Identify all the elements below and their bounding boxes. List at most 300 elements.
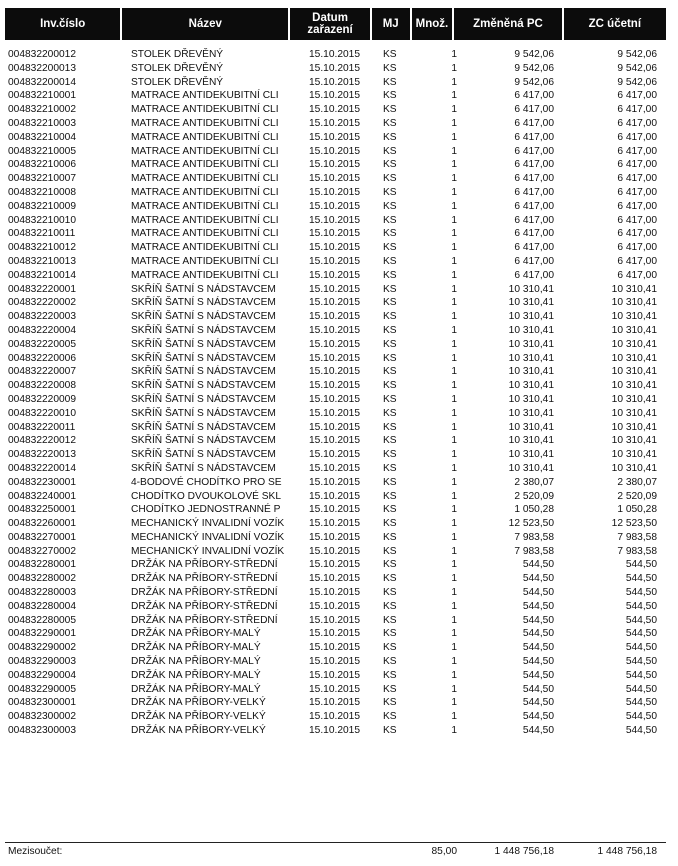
cell-name: SKŘÍŇ ŠATNÍ S NÁDSTAVCEM [131, 366, 276, 378]
cell-changed-price: 6 417,00 [514, 117, 554, 129]
cell-date: 15.10.2015 [309, 269, 360, 281]
cell-accounting-value: 6 417,00 [617, 228, 657, 240]
cell-name: DRŽÁK NA PŘÍBORY-STŘEDNÍ [131, 614, 278, 626]
cell-accounting-value: 6 417,00 [617, 214, 657, 226]
cell-accounting-value: 6 417,00 [617, 104, 657, 116]
cell-inv-number: 004832290001 [8, 628, 76, 640]
cell-inv-number: 004832210010 [8, 214, 76, 226]
table-row [0, 214, 678, 228]
cell-name: STOLEK DŘEVĚNÝ [131, 62, 224, 74]
cell-date: 15.10.2015 [309, 587, 360, 599]
cell-date: 15.10.2015 [309, 311, 360, 323]
cell-unit: KS [383, 711, 397, 723]
cell-name: DRŽÁK NA PŘÍBORY-MALÝ [131, 656, 261, 668]
table-row [0, 572, 678, 586]
cell-inv-number: 004832280004 [8, 600, 76, 612]
cell-quantity: 1 [451, 642, 457, 654]
cell-quantity: 1 [451, 76, 457, 88]
cell-unit: KS [383, 49, 397, 60]
cell-quantity: 1 [451, 145, 457, 157]
cell-unit: KS [383, 283, 397, 295]
cell-name: 4-BODOVÉ CHODÍTKO PRO SE [131, 476, 282, 488]
cell-inv-number: 004832220012 [8, 435, 76, 447]
cell-unit: KS [383, 173, 397, 185]
cell-date: 15.10.2015 [309, 255, 360, 267]
cell-changed-price: 544,50 [522, 642, 554, 654]
cell-quantity: 1 [451, 573, 457, 585]
cell-unit: KS [383, 559, 397, 571]
cell-quantity: 1 [451, 697, 457, 709]
cell-changed-price: 6 417,00 [514, 255, 554, 267]
cell-changed-price: 6 417,00 [514, 228, 554, 240]
cell-changed-price: 10 310,41 [508, 449, 554, 461]
cell-inv-number: 004832200013 [8, 62, 76, 74]
cell-name: SKŘÍŇ ŠATNÍ S NÁDSTAVCEM [131, 462, 276, 474]
cell-accounting-value: 544,50 [625, 587, 657, 599]
cell-date: 15.10.2015 [309, 628, 360, 640]
cell-accounting-value: 544,50 [625, 697, 657, 709]
table-row [0, 352, 678, 366]
cell-changed-price: 544,50 [522, 725, 554, 737]
cell-inv-number: 004832210009 [8, 200, 76, 212]
table-row [0, 724, 678, 738]
cell-unit: KS [383, 545, 397, 557]
cell-unit: KS [383, 380, 397, 392]
cell-quantity: 1 [451, 173, 457, 185]
cell-quantity: 1 [451, 297, 457, 309]
header-date: Datum zařazení [290, 8, 370, 40]
cell-name: MECHANICKÝ INVALIDNÍ VOZÍK [131, 531, 285, 543]
cell-inv-number: 004832280001 [8, 559, 76, 571]
cell-inv-number: 004832210007 [8, 173, 76, 185]
cell-quantity: 1 [451, 435, 457, 447]
cell-accounting-value: 10 310,41 [611, 407, 657, 419]
cell-unit: KS [383, 656, 397, 668]
cell-name: SKŘÍŇ ŠATNÍ S NÁDSTAVCEM [131, 449, 276, 461]
table-row [0, 145, 678, 159]
cell-changed-price: 7 983,58 [514, 531, 554, 543]
cell-unit: KS [383, 504, 397, 516]
table-row [0, 200, 678, 214]
cell-inv-number: 004832200012 [8, 49, 76, 60]
cell-unit: KS [383, 200, 397, 212]
cell-date: 15.10.2015 [309, 490, 360, 502]
cell-quantity: 1 [451, 421, 457, 433]
table-row [0, 172, 678, 186]
table-row [0, 517, 678, 531]
cell-changed-price: 6 417,00 [514, 173, 554, 185]
cell-unit: KS [383, 725, 397, 737]
cell-accounting-value: 544,50 [625, 669, 657, 681]
table-row [0, 710, 678, 724]
cell-changed-price: 6 417,00 [514, 104, 554, 116]
cell-quantity: 1 [451, 255, 457, 267]
cell-name: MATRACE ANTIDEKUBITNÍ CLI [131, 145, 279, 157]
cell-accounting-value: 9 542,06 [617, 49, 657, 60]
cell-inv-number: 004832300001 [8, 697, 76, 709]
table-row [0, 131, 678, 145]
cell-changed-price: 10 310,41 [508, 311, 554, 323]
subtotal-label: Mezisoučet: [8, 846, 63, 857]
cell-quantity: 1 [451, 242, 457, 254]
cell-quantity: 1 [451, 628, 457, 640]
cell-inv-number: 004832280003 [8, 587, 76, 599]
cell-unit: KS [383, 186, 397, 198]
cell-unit: KS [383, 587, 397, 599]
cell-accounting-value: 544,50 [625, 683, 657, 695]
cell-unit: KS [383, 242, 397, 254]
cell-unit: KS [383, 531, 397, 543]
cell-name: DRŽÁK NA PŘÍBORY-VELKÝ [131, 697, 266, 709]
cell-quantity: 1 [451, 614, 457, 626]
cell-date: 15.10.2015 [309, 228, 360, 240]
cell-unit: KS [383, 697, 397, 709]
cell-inv-number: 004832220002 [8, 297, 76, 309]
cell-accounting-value: 544,50 [625, 725, 657, 737]
cell-date: 15.10.2015 [309, 531, 360, 543]
cell-inv-number: 004832220001 [8, 283, 76, 295]
cell-quantity: 1 [451, 407, 457, 419]
cell-changed-price: 9 542,06 [514, 76, 554, 88]
cell-changed-price: 6 417,00 [514, 159, 554, 171]
cell-quantity: 1 [451, 393, 457, 405]
cell-accounting-value: 10 310,41 [611, 283, 657, 295]
cell-date: 15.10.2015 [309, 393, 360, 405]
cell-date: 15.10.2015 [309, 338, 360, 350]
cell-unit: KS [383, 490, 397, 502]
cell-changed-price: 10 310,41 [508, 462, 554, 474]
cell-name: CHODÍTKO JEDNOSTRANNÉ P [131, 504, 281, 516]
cell-accounting-value: 10 310,41 [611, 462, 657, 474]
cell-unit: KS [383, 476, 397, 488]
cell-accounting-value: 10 310,41 [611, 366, 657, 378]
cell-quantity: 1 [451, 338, 457, 350]
table-row [0, 407, 678, 421]
cell-accounting-value: 9 542,06 [617, 62, 657, 74]
table-row [0, 627, 678, 641]
cell-inv-number: 004832220006 [8, 352, 76, 364]
cell-accounting-value: 544,50 [625, 711, 657, 723]
cell-unit: KS [383, 131, 397, 143]
cell-accounting-value: 10 310,41 [611, 297, 657, 309]
cell-date: 15.10.2015 [309, 76, 360, 88]
cell-changed-price: 544,50 [522, 683, 554, 695]
cell-inv-number: 004832220004 [8, 324, 76, 336]
cell-changed-price: 6 417,00 [514, 145, 554, 157]
cell-changed-price: 6 417,00 [514, 214, 554, 226]
cell-name: STOLEK DŘEVĚNÝ [131, 76, 224, 88]
table-row [0, 103, 678, 117]
cell-changed-price: 6 417,00 [514, 242, 554, 254]
cell-unit: KS [383, 393, 397, 405]
cell-inv-number: 004832290004 [8, 669, 76, 681]
cell-date: 15.10.2015 [309, 49, 360, 60]
table-row [0, 531, 678, 545]
cell-date: 15.10.2015 [309, 711, 360, 723]
cell-changed-price: 544,50 [522, 559, 554, 571]
cell-date: 15.10.2015 [309, 656, 360, 668]
cell-inv-number: 004832220005 [8, 338, 76, 350]
cell-unit: KS [383, 683, 397, 695]
cell-name: SKŘÍŇ ŠATNÍ S NÁDSTAVCEM [131, 311, 276, 323]
cell-quantity: 1 [451, 545, 457, 557]
cell-name: SKŘÍŇ ŠATNÍ S NÁDSTAVCEM [131, 338, 276, 350]
subtotal-divider [5, 842, 666, 843]
cell-accounting-value: 6 417,00 [617, 173, 657, 185]
cell-accounting-value: 2 380,07 [617, 476, 657, 488]
cell-accounting-value: 10 310,41 [611, 449, 657, 461]
table-row [0, 614, 678, 628]
cell-date: 15.10.2015 [309, 352, 360, 364]
cell-name: MECHANICKÝ INVALIDNÍ VOZÍK [131, 518, 285, 530]
cell-changed-price: 10 310,41 [508, 435, 554, 447]
cell-unit: KS [383, 435, 397, 447]
cell-name: SKŘÍŇ ŠATNÍ S NÁDSTAVCEM [131, 407, 276, 419]
table-row [0, 62, 678, 76]
cell-name: CHODÍTKO DVOUKOLOVÉ SKL [131, 490, 282, 502]
cell-inv-number: 004832280002 [8, 573, 76, 585]
cell-quantity: 1 [451, 504, 457, 516]
cell-quantity: 1 [451, 683, 457, 695]
cell-accounting-value: 7 983,58 [617, 531, 657, 543]
table-row [0, 310, 678, 324]
subtotal-quantity: 85,00 [431, 846, 457, 857]
cell-date: 15.10.2015 [309, 366, 360, 378]
cell-unit: KS [383, 366, 397, 378]
cell-inv-number: 004832210008 [8, 186, 76, 198]
cell-quantity: 1 [451, 711, 457, 723]
cell-accounting-value: 6 417,00 [617, 90, 657, 102]
cell-inv-number: 004832220003 [8, 311, 76, 323]
cell-quantity: 1 [451, 462, 457, 474]
cell-date: 15.10.2015 [309, 449, 360, 461]
table-row [0, 89, 678, 103]
cell-name: MATRACE ANTIDEKUBITNÍ CLI [131, 90, 279, 102]
cell-date: 15.10.2015 [309, 435, 360, 447]
cell-date: 15.10.2015 [309, 669, 360, 681]
cell-changed-price: 10 310,41 [508, 283, 554, 295]
cell-unit: KS [383, 669, 397, 681]
table-row [0, 241, 678, 255]
cell-quantity: 1 [451, 531, 457, 543]
cell-inv-number: 004832290002 [8, 642, 76, 654]
header-accounting-value: ZC účetní [564, 8, 666, 40]
cell-inv-number: 004832270001 [8, 531, 76, 543]
cell-quantity: 1 [451, 131, 457, 143]
cell-changed-price: 544,50 [522, 573, 554, 585]
cell-name: MATRACE ANTIDEKUBITNÍ CLI [131, 228, 279, 240]
cell-name: DRŽÁK NA PŘÍBORY-MALÝ [131, 628, 261, 640]
table-row [0, 545, 678, 559]
cell-unit: KS [383, 214, 397, 226]
cell-accounting-value: 544,50 [625, 642, 657, 654]
header-name: Název [122, 8, 288, 40]
cell-quantity: 1 [451, 669, 457, 681]
cell-date: 15.10.2015 [309, 504, 360, 516]
table-row [0, 186, 678, 200]
cell-unit: KS [383, 117, 397, 129]
cell-inv-number: 004832220013 [8, 449, 76, 461]
cell-unit: KS [383, 269, 397, 281]
cell-date: 15.10.2015 [309, 697, 360, 709]
cell-date: 15.10.2015 [309, 559, 360, 571]
cell-quantity: 1 [451, 559, 457, 571]
table-row [0, 669, 678, 683]
cell-changed-price: 10 310,41 [508, 421, 554, 433]
cell-inv-number: 004832290003 [8, 656, 76, 668]
subtotal-changed-price: 1 448 756,18 [494, 846, 554, 857]
cell-accounting-value: 10 310,41 [611, 380, 657, 392]
cell-quantity: 1 [451, 62, 457, 74]
cell-unit: KS [383, 407, 397, 419]
cell-unit: KS [383, 324, 397, 336]
cell-changed-price: 10 310,41 [508, 366, 554, 378]
cell-date: 15.10.2015 [309, 117, 360, 129]
cell-changed-price: 12 523,50 [508, 518, 554, 530]
cell-changed-price: 544,50 [522, 711, 554, 723]
cell-accounting-value: 544,50 [625, 559, 657, 571]
cell-changed-price: 10 310,41 [508, 338, 554, 350]
cell-unit: KS [383, 62, 397, 74]
cell-changed-price: 2 380,07 [514, 476, 554, 488]
cell-unit: KS [383, 311, 397, 323]
cell-quantity: 1 [451, 725, 457, 737]
cell-inv-number: 004832210003 [8, 117, 76, 129]
cell-accounting-value: 6 417,00 [617, 186, 657, 198]
cell-inv-number: 004832270002 [8, 545, 76, 557]
cell-date: 15.10.2015 [309, 683, 360, 695]
cell-name: MATRACE ANTIDEKUBITNÍ CLI [131, 186, 279, 198]
table-row [0, 434, 678, 448]
cell-accounting-value: 544,50 [625, 656, 657, 668]
cell-changed-price: 10 310,41 [508, 380, 554, 392]
table-row [0, 379, 678, 393]
cell-inv-number: 004832290005 [8, 683, 76, 695]
table-row [0, 503, 678, 517]
cell-accounting-value: 6 417,00 [617, 159, 657, 171]
cell-quantity: 1 [451, 449, 457, 461]
cell-quantity: 1 [451, 200, 457, 212]
cell-quantity: 1 [451, 186, 457, 198]
cell-name: DRŽÁK NA PŘÍBORY-STŘEDNÍ [131, 559, 278, 571]
table-body [0, 48, 678, 738]
cell-inv-number: 004832210005 [8, 145, 76, 157]
cell-date: 15.10.2015 [309, 173, 360, 185]
cell-accounting-value: 10 310,41 [611, 421, 657, 433]
cell-unit: KS [383, 449, 397, 461]
cell-unit: KS [383, 104, 397, 116]
cell-date: 15.10.2015 [309, 421, 360, 433]
cell-accounting-value: 6 417,00 [617, 269, 657, 281]
table-row [0, 476, 678, 490]
cell-accounting-value: 10 310,41 [611, 435, 657, 447]
cell-quantity: 1 [451, 324, 457, 336]
cell-date: 15.10.2015 [309, 159, 360, 171]
table-row [0, 365, 678, 379]
cell-name: SKŘÍŇ ŠATNÍ S NÁDSTAVCEM [131, 421, 276, 433]
cell-unit: KS [383, 462, 397, 474]
cell-name: MATRACE ANTIDEKUBITNÍ CLI [131, 200, 279, 212]
cell-unit: KS [383, 628, 397, 640]
cell-name: DRŽÁK NA PŘÍBORY-MALÝ [131, 669, 261, 681]
cell-changed-price: 544,50 [522, 600, 554, 612]
cell-changed-price: 544,50 [522, 656, 554, 668]
cell-date: 15.10.2015 [309, 131, 360, 143]
cell-inv-number: 004832210004 [8, 131, 76, 143]
cell-quantity: 1 [451, 90, 457, 102]
table-row [0, 558, 678, 572]
table-row [0, 393, 678, 407]
cell-accounting-value: 6 417,00 [617, 200, 657, 212]
header-quantity: Množ. [412, 8, 453, 40]
table-row [0, 296, 678, 310]
subtotal-accounting-value: 1 448 756,18 [597, 846, 657, 857]
cell-date: 15.10.2015 [309, 90, 360, 102]
cell-quantity: 1 [451, 214, 457, 226]
cell-unit: KS [383, 352, 397, 364]
table-row [0, 76, 678, 90]
header-changed-price: Změněná PC [454, 8, 561, 40]
cell-accounting-value: 10 310,41 [611, 324, 657, 336]
cell-changed-price: 6 417,00 [514, 186, 554, 198]
cell-quantity: 1 [451, 656, 457, 668]
cell-changed-price: 544,50 [522, 628, 554, 640]
cell-name: SKŘÍŇ ŠATNÍ S NÁDSTAVCEM [131, 324, 276, 336]
cell-name: DRŽÁK NA PŘÍBORY-STŘEDNÍ [131, 587, 278, 599]
cell-quantity: 1 [451, 117, 457, 129]
cell-unit: KS [383, 145, 397, 157]
cell-name: DRŽÁK NA PŘÍBORY-MALÝ [131, 642, 261, 654]
cell-accounting-value: 2 520,09 [617, 490, 657, 502]
cell-name: MATRACE ANTIDEKUBITNÍ CLI [131, 159, 279, 171]
cell-accounting-value: 544,50 [625, 614, 657, 626]
cell-unit: KS [383, 338, 397, 350]
cell-unit: KS [383, 614, 397, 626]
cell-quantity: 1 [451, 600, 457, 612]
cell-date: 15.10.2015 [309, 614, 360, 626]
header-unit: MJ [372, 8, 410, 40]
subtotal-row [0, 845, 678, 859]
cell-date: 15.10.2015 [309, 462, 360, 474]
cell-changed-price: 7 983,58 [514, 545, 554, 557]
cell-unit: KS [383, 159, 397, 171]
cell-unit: KS [383, 228, 397, 240]
cell-inv-number: 004832210006 [8, 159, 76, 171]
cell-changed-price: 544,50 [522, 614, 554, 626]
cell-quantity: 1 [451, 283, 457, 295]
table-row [0, 641, 678, 655]
cell-name: MATRACE ANTIDEKUBITNÍ CLI [131, 242, 279, 254]
table-row [0, 283, 678, 297]
cell-unit: KS [383, 255, 397, 267]
cell-name: MATRACE ANTIDEKUBITNÍ CLI [131, 214, 279, 226]
cell-date: 15.10.2015 [309, 62, 360, 74]
cell-changed-price: 10 310,41 [508, 393, 554, 405]
cell-accounting-value: 6 417,00 [617, 145, 657, 157]
cell-name: SKŘÍŇ ŠATNÍ S NÁDSTAVCEM [131, 435, 276, 447]
cell-unit: KS [383, 297, 397, 309]
cell-name: DRŽÁK NA PŘÍBORY-VELKÝ [131, 711, 266, 723]
cell-date: 15.10.2015 [309, 518, 360, 530]
cell-inv-number: 004832210014 [8, 269, 76, 281]
cell-changed-price: 1 050,28 [514, 504, 554, 516]
cell-accounting-value: 544,50 [625, 628, 657, 640]
cell-inv-number: 004832240001 [8, 490, 76, 502]
cell-unit: KS [383, 600, 397, 612]
cell-changed-price: 6 417,00 [514, 200, 554, 212]
header-inv-number: Inv.číslo [5, 8, 120, 40]
cell-inv-number: 004832220014 [8, 462, 76, 474]
